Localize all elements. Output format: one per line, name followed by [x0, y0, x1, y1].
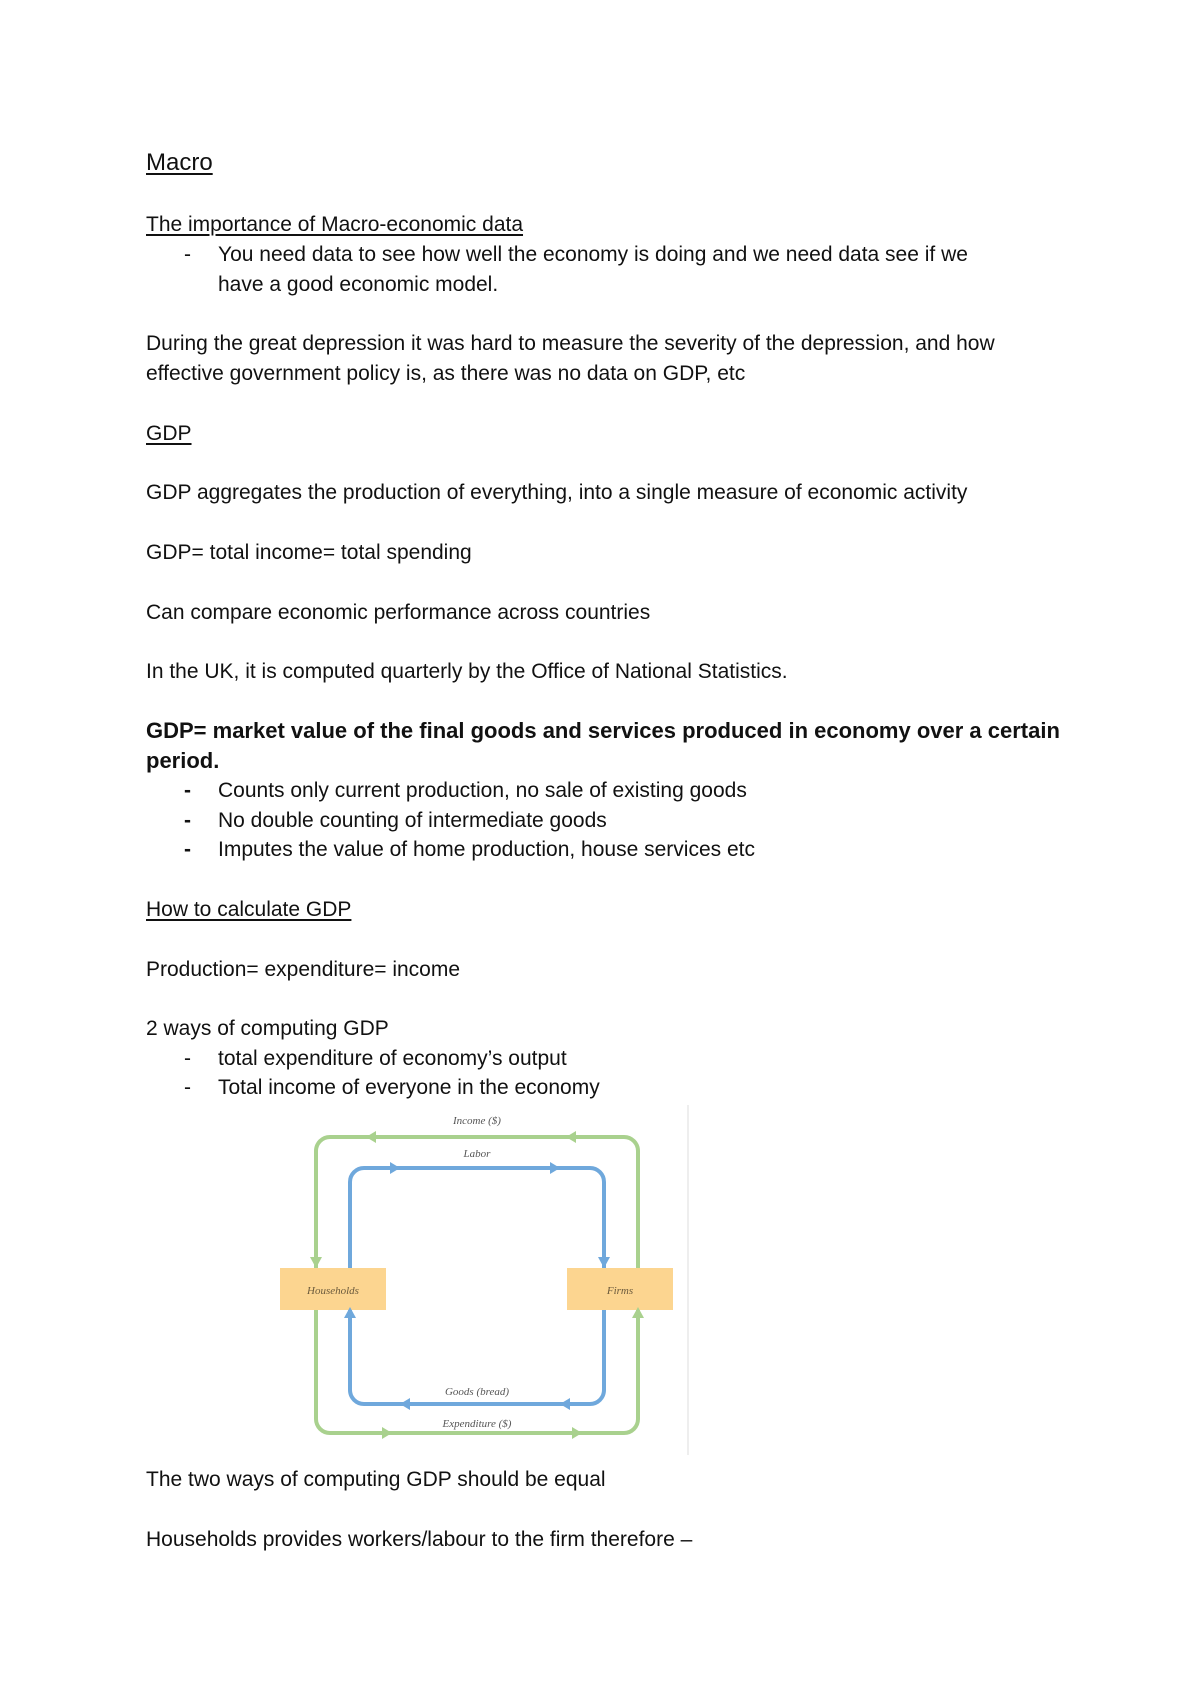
- gdp-bullet-3: Imputes the value of home production, house services etc: [218, 838, 755, 861]
- bullet-dash: -: [184, 838, 191, 861]
- gdp-paragraph-2: GDP= total income= total spending: [146, 541, 472, 564]
- expenditure-label: Expenditure ($): [442, 1418, 512, 1430]
- depression-line1: During the great depression it was hard to measure the severity of the depression, and how: [146, 332, 995, 355]
- income-label: Income ($): [453, 1115, 501, 1127]
- calculate-bullet-2: Total income of everyone in the economy: [218, 1076, 600, 1099]
- outer-arrow-down-icon: [310, 1257, 322, 1268]
- goods-arrow-right-icon: [560, 1398, 570, 1410]
- calculate-paragraph-2: 2 ways of computing GDP: [146, 1017, 389, 1040]
- labor-label: Labor: [463, 1148, 491, 1160]
- gdp-paragraph-4: In the UK, it is computed quarterly by the Office of National Statistics.: [146, 660, 788, 683]
- bullet-dash: -: [184, 243, 191, 266]
- firms-label: Firms: [606, 1285, 634, 1297]
- gdp-bullet-1: Counts only current production, no sale of existing goods: [218, 779, 747, 802]
- gdp-definition-line1: GDP= market value of the final goods and services produced in economy over a certain: [146, 718, 1060, 743]
- calculate-heading: How to calculate GDP: [146, 898, 352, 921]
- expenditure-arrow-right-icon: [572, 1427, 582, 1439]
- goods-label: Goods (bread): [444, 1386, 510, 1398]
- importance-bullet-line1: You need data to see how well the economy is doing and we need data see if we: [218, 243, 968, 266]
- expenditure-arrow-left-icon: [382, 1427, 392, 1439]
- calculate-bullet-1: total expenditure of economy’s output: [218, 1047, 567, 1070]
- after-paragraph-1: The two ways of computing GDP should be equal: [146, 1468, 606, 1491]
- income-arrow-left-icon: [366, 1131, 376, 1143]
- gdp-paragraph-1: GDP aggregates the production of everything, into a single measure of economic activity: [146, 481, 968, 504]
- gdp-paragraph-3: Can compare economic performance across countries: [146, 601, 651, 624]
- inner-flow-loop: [350, 1168, 604, 1404]
- importance-heading: The importance of Macro-economic data: [146, 213, 524, 236]
- importance-bullet-line2: have a good economic model.: [218, 273, 499, 296]
- income-arrow-right-icon: [566, 1131, 576, 1143]
- bullet-dash: -: [184, 779, 191, 802]
- page-title: Macro: [146, 149, 213, 176]
- gdp-heading: GDP: [146, 422, 192, 445]
- goods-arrow-left-icon: [400, 1398, 410, 1410]
- depression-line2: effective government policy is, as there was no data on GDP, etc: [146, 362, 746, 385]
- after-paragraph-2: Households provides workers/labour to the firm therefore –: [146, 1528, 693, 1551]
- inner-arrow-down-icon: [598, 1257, 610, 1268]
- labor-arrow-right-icon: [550, 1162, 560, 1174]
- calculate-paragraph-1: Production= expenditure= income: [146, 958, 461, 981]
- gdp-bullet-2: No double counting of intermediate goods: [218, 809, 607, 832]
- bullet-dash: -: [184, 809, 191, 832]
- circular-flow-diagram: [270, 1105, 690, 1465]
- gdp-definition-line2: period.: [146, 748, 220, 773]
- bullet-dash: -: [184, 1047, 191, 1070]
- households-label: Households: [307, 1285, 359, 1297]
- bullet-dash: -: [184, 1076, 191, 1099]
- labor-arrow-left-icon: [390, 1162, 400, 1174]
